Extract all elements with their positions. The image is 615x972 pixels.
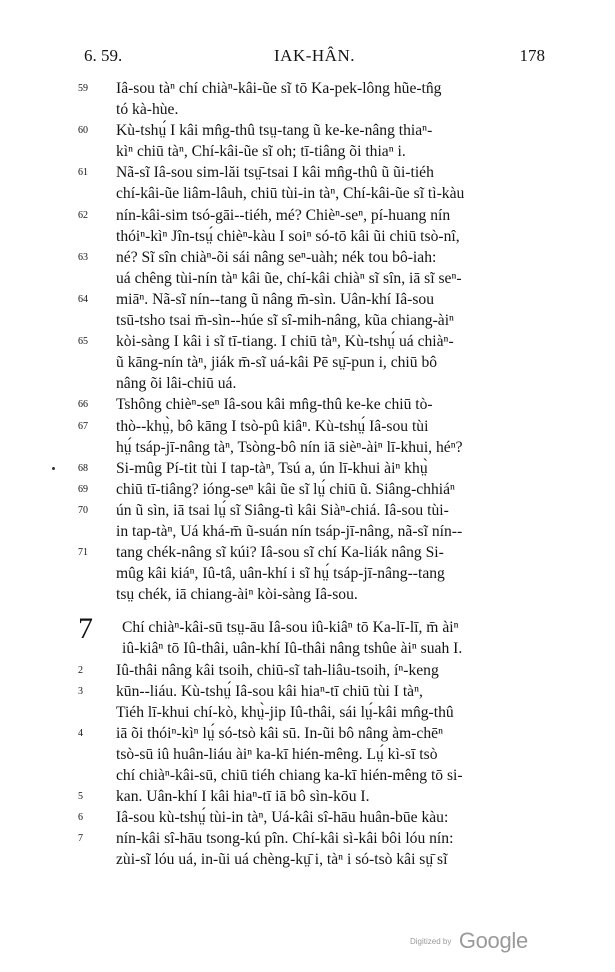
line-text: Tshông chièⁿ-seⁿ Iâ-sou kâi mn̂g-thû ke-ke chiū tò- bbox=[116, 396, 433, 414]
line-text: tsū-tsho tsai m̄-sìn--húe sĩ sî-mih-nâng, kũa chiang-àiⁿ bbox=[116, 312, 454, 330]
line-text: chiū tī-tiâng? ióng-seⁿ kâi ũe sĩ lṳ́ chiū ũ. Siâng-chhiáⁿ bbox=[116, 480, 455, 498]
digitized-watermark bbox=[410, 928, 528, 954]
text-line bbox=[78, 416, 564, 437]
line-text: tang chék-nâng sĩ kúi? Iâ-sou sĩ chí Ka-liák nâng Si- bbox=[116, 544, 444, 562]
text-line bbox=[78, 500, 564, 521]
book-title: IAK-HÂN. bbox=[274, 46, 355, 65]
line-text: zùi-sĩ lóu uá, in-ũi uá chèng-kṳ̄ i, tàⁿ i só-tsò kâi sṳ̄ sĩ bbox=[116, 851, 448, 869]
text-line bbox=[78, 226, 564, 247]
chapter-gap bbox=[78, 605, 564, 617]
verse-number: 6 bbox=[78, 812, 83, 824]
margin-dot bbox=[52, 467, 55, 470]
text-line bbox=[78, 373, 564, 394]
text-line bbox=[78, 479, 564, 500]
line-text: thóiⁿ-kìⁿ Jîn-tsṳ́ chièⁿ-kàu I soiⁿ só-tō kâi ũi chiū tsò-nî, bbox=[116, 227, 460, 245]
text-line bbox=[78, 310, 564, 331]
line-text: nâng õi lâi-chiū uá. bbox=[116, 375, 237, 393]
line-text: miāⁿ. Nã-sĩ nín--tang ũ nâng m̄-sìn. Uân-khí Iâ-sou bbox=[116, 290, 435, 308]
text-line bbox=[78, 681, 564, 702]
verse-number: 7 bbox=[78, 833, 83, 845]
line-text: iā õi thóiⁿ-kìⁿ lṳ́ só-tsò kâi sū. In-ũi bô nâng àm-chēⁿ bbox=[116, 724, 443, 742]
verse-number: 67 bbox=[78, 420, 88, 432]
line-text: Tiéh lī-khui chí-kò, khṳ̀-jip Iû-thâi, sái lṳ́-kâi mn̂g-thû bbox=[116, 703, 454, 721]
watermark-small-text: Digitized by bbox=[410, 936, 452, 946]
text-line bbox=[78, 702, 564, 723]
line-text: chí-kâi-ũe liâm-lâuh, chiū tùi-in tàⁿ, Chí-kâi-ũe sĩ tì-kàu bbox=[116, 185, 465, 203]
chapter-verse-ref: 6. 59. bbox=[84, 46, 123, 65]
text-line bbox=[78, 807, 564, 828]
google-logo-text: Google bbox=[458, 928, 528, 953]
text-line bbox=[78, 584, 564, 605]
text-line bbox=[78, 723, 564, 744]
text-line bbox=[78, 617, 564, 638]
line-text: kūn--liáu. Kù-tshṳ́ Iâ-sou kâi hiaⁿ-tī chiū tùi I tàⁿ, bbox=[116, 682, 423, 700]
line-text: kòi-sàng I kâi i sĩ tī-tiang. I chiū tàⁿ, Kù-tshṳ́ uá chiàⁿ- bbox=[116, 333, 454, 351]
line-text: tsò-sū iû huân-liáu àiⁿ ka-kī hién-mêng. Lṳ́ kì-sī tsò bbox=[116, 745, 438, 763]
text-line bbox=[78, 542, 564, 563]
text-line bbox=[78, 205, 564, 226]
verse-number: 70 bbox=[78, 504, 88, 516]
verse-number: 63 bbox=[78, 251, 88, 263]
text-line bbox=[78, 141, 564, 162]
text-line bbox=[78, 247, 564, 268]
page-number: 178 bbox=[519, 46, 545, 65]
line-text: tó kà-hùe. bbox=[116, 101, 179, 119]
verse-number: 65 bbox=[78, 336, 88, 348]
line-text: nín-kâi-sim tsó-gāi--tiéh, mé? Chièⁿ-seⁿ, pí-huang nín bbox=[116, 206, 451, 224]
line-text: uá chêng tùi-nín tàⁿ kâi ũe, chí-kâi chiàⁿ sĩ sîn, iā sĩ seⁿ- bbox=[116, 269, 462, 287]
verse-number: 3 bbox=[78, 685, 83, 697]
text-line bbox=[78, 437, 564, 458]
running-header bbox=[84, 46, 545, 70]
line-text: Iâ-sou kù-tshṳ́ tùi-in tàⁿ, Uá-kâi sî-hāu huân-būe kàu: bbox=[116, 809, 449, 827]
text-line bbox=[78, 660, 564, 681]
line-text: né? Sĩ sîn chiàⁿ-õi sái nâng seⁿ-uàh; nék tou bô-iah: bbox=[116, 248, 437, 266]
line-text: Iâ-sou tàⁿ chí chiàⁿ-kâi-ũe sĩ tō Ka-pek-lông hũe-tn̂g bbox=[116, 80, 442, 97]
verse-number: 71 bbox=[78, 547, 88, 559]
line-text: Nã-sĩ Iâ-sou sim-lăi tsṳ̄-tsai I kâi mn̂g-thû ũ ũi-tiéh bbox=[116, 164, 434, 182]
text-line bbox=[78, 765, 564, 786]
text-line bbox=[78, 352, 564, 373]
text-line bbox=[78, 162, 564, 183]
text-line bbox=[78, 744, 564, 765]
line-text: Kù-tshṳ́ I kâi mn̂g-thû tsṳ-tang ũ ke-ke-nâng thiaⁿ- bbox=[116, 122, 433, 140]
text-line bbox=[78, 289, 564, 310]
line-text: ũ kāng-nín tàⁿ, jiák m̄-sĩ uá-kâi Pē sṳ̄-pun i, chiū bô bbox=[116, 354, 438, 372]
line-text: chí chiàⁿ-kâi-sū, chiū tiéh chiang ka-kī hién-mêng tō si- bbox=[116, 767, 463, 784]
verse-number: 62 bbox=[78, 209, 88, 221]
text-line bbox=[78, 786, 564, 807]
text-line bbox=[78, 331, 564, 352]
verse-number: 69 bbox=[78, 483, 88, 495]
text-line bbox=[78, 828, 564, 849]
verse-number: 5 bbox=[78, 791, 83, 803]
verse-number: 66 bbox=[78, 399, 88, 411]
line-text: ún ũ sìn, iā tsai lṳ́ sĩ Siâng-tì kâi Siàⁿ-chiá. Iâ-sou tùi- bbox=[116, 501, 449, 519]
text-line bbox=[78, 268, 564, 289]
text-line bbox=[78, 563, 564, 584]
text-line bbox=[78, 521, 564, 542]
line-text: thò--khṳ̀, bô kāng I tsò-pû kiâⁿ. Kù-tshṳ́ Iâ-sou tùi bbox=[116, 417, 429, 435]
verse-number: 2 bbox=[78, 664, 83, 676]
text-line bbox=[78, 394, 564, 415]
verse-number: 64 bbox=[78, 293, 88, 305]
line-text: iû-kiâⁿ tō Iû-thâi, uân-khí Iû-thâi nâng tshûe àiⁿ suah I. bbox=[122, 640, 463, 658]
verse-number: 59 bbox=[78, 83, 88, 94]
line-text: Si-mûg Pí-tit tùi I tap-tàⁿ, Tsú a, ún lī-khui àiⁿ khṳ̀ bbox=[116, 459, 428, 477]
line-text: Chí chiàⁿ-kâi-sū tsṳ-āu Iâ-sou iû-kiâⁿ tō Ka-lī-lī, m̄ àiⁿ bbox=[122, 619, 459, 637]
chapter-number: 7 bbox=[78, 612, 93, 646]
text-line bbox=[78, 638, 564, 659]
verse-number: 61 bbox=[78, 167, 88, 179]
line-text: mûg kâi kiáⁿ, Iû-tâ, uân-khí i sĩ hṳ́ tsáp-jī-nâng--tang bbox=[116, 565, 445, 583]
verse-number: 68 bbox=[78, 462, 88, 474]
line-text: tsṳ chék, iā chiang-àiⁿ kòi-sàng Iâ-sou. bbox=[116, 586, 358, 604]
text-line bbox=[78, 849, 564, 870]
line-text: kan. Uân-khí I kâi hiaⁿ-tī iā bô sìn-kōu I. bbox=[116, 788, 370, 806]
page-body bbox=[78, 78, 564, 870]
chapter-6-text bbox=[78, 78, 564, 605]
line-text: in tap-tàⁿ, Uá khá-m̄ ũ-suán nín tsáp-jī-nâng, nã-sĩ nín-- bbox=[116, 522, 463, 540]
text-line bbox=[78, 78, 564, 99]
verse-number: 4 bbox=[78, 727, 83, 739]
verse-number: 60 bbox=[78, 125, 88, 137]
text-line bbox=[78, 183, 564, 204]
line-text: hṳ́ tsáp-jī-nâng tàⁿ, Tsòng-bô nín iā sièⁿ-àiⁿ lī-khui, héⁿ? bbox=[116, 438, 463, 456]
line-text: kìⁿ chiū tàⁿ, Chí-kâi-ũe sĩ oh; tī-tiâng õi thiaⁿ i. bbox=[116, 143, 406, 161]
chapter-7-text bbox=[78, 612, 564, 870]
text-line bbox=[78, 120, 564, 141]
line-text: nín-kâi sî-hāu tsong-kú pîn. Chí-kâi sì-kâi bôi lóu nín: bbox=[116, 830, 454, 848]
text-line bbox=[78, 458, 564, 479]
line-text: Iû-thâi nâng kâi tsoih, chiū-sĩ tah-liâu-tsoih, íⁿ-keng bbox=[116, 661, 439, 679]
text-line bbox=[78, 99, 564, 120]
